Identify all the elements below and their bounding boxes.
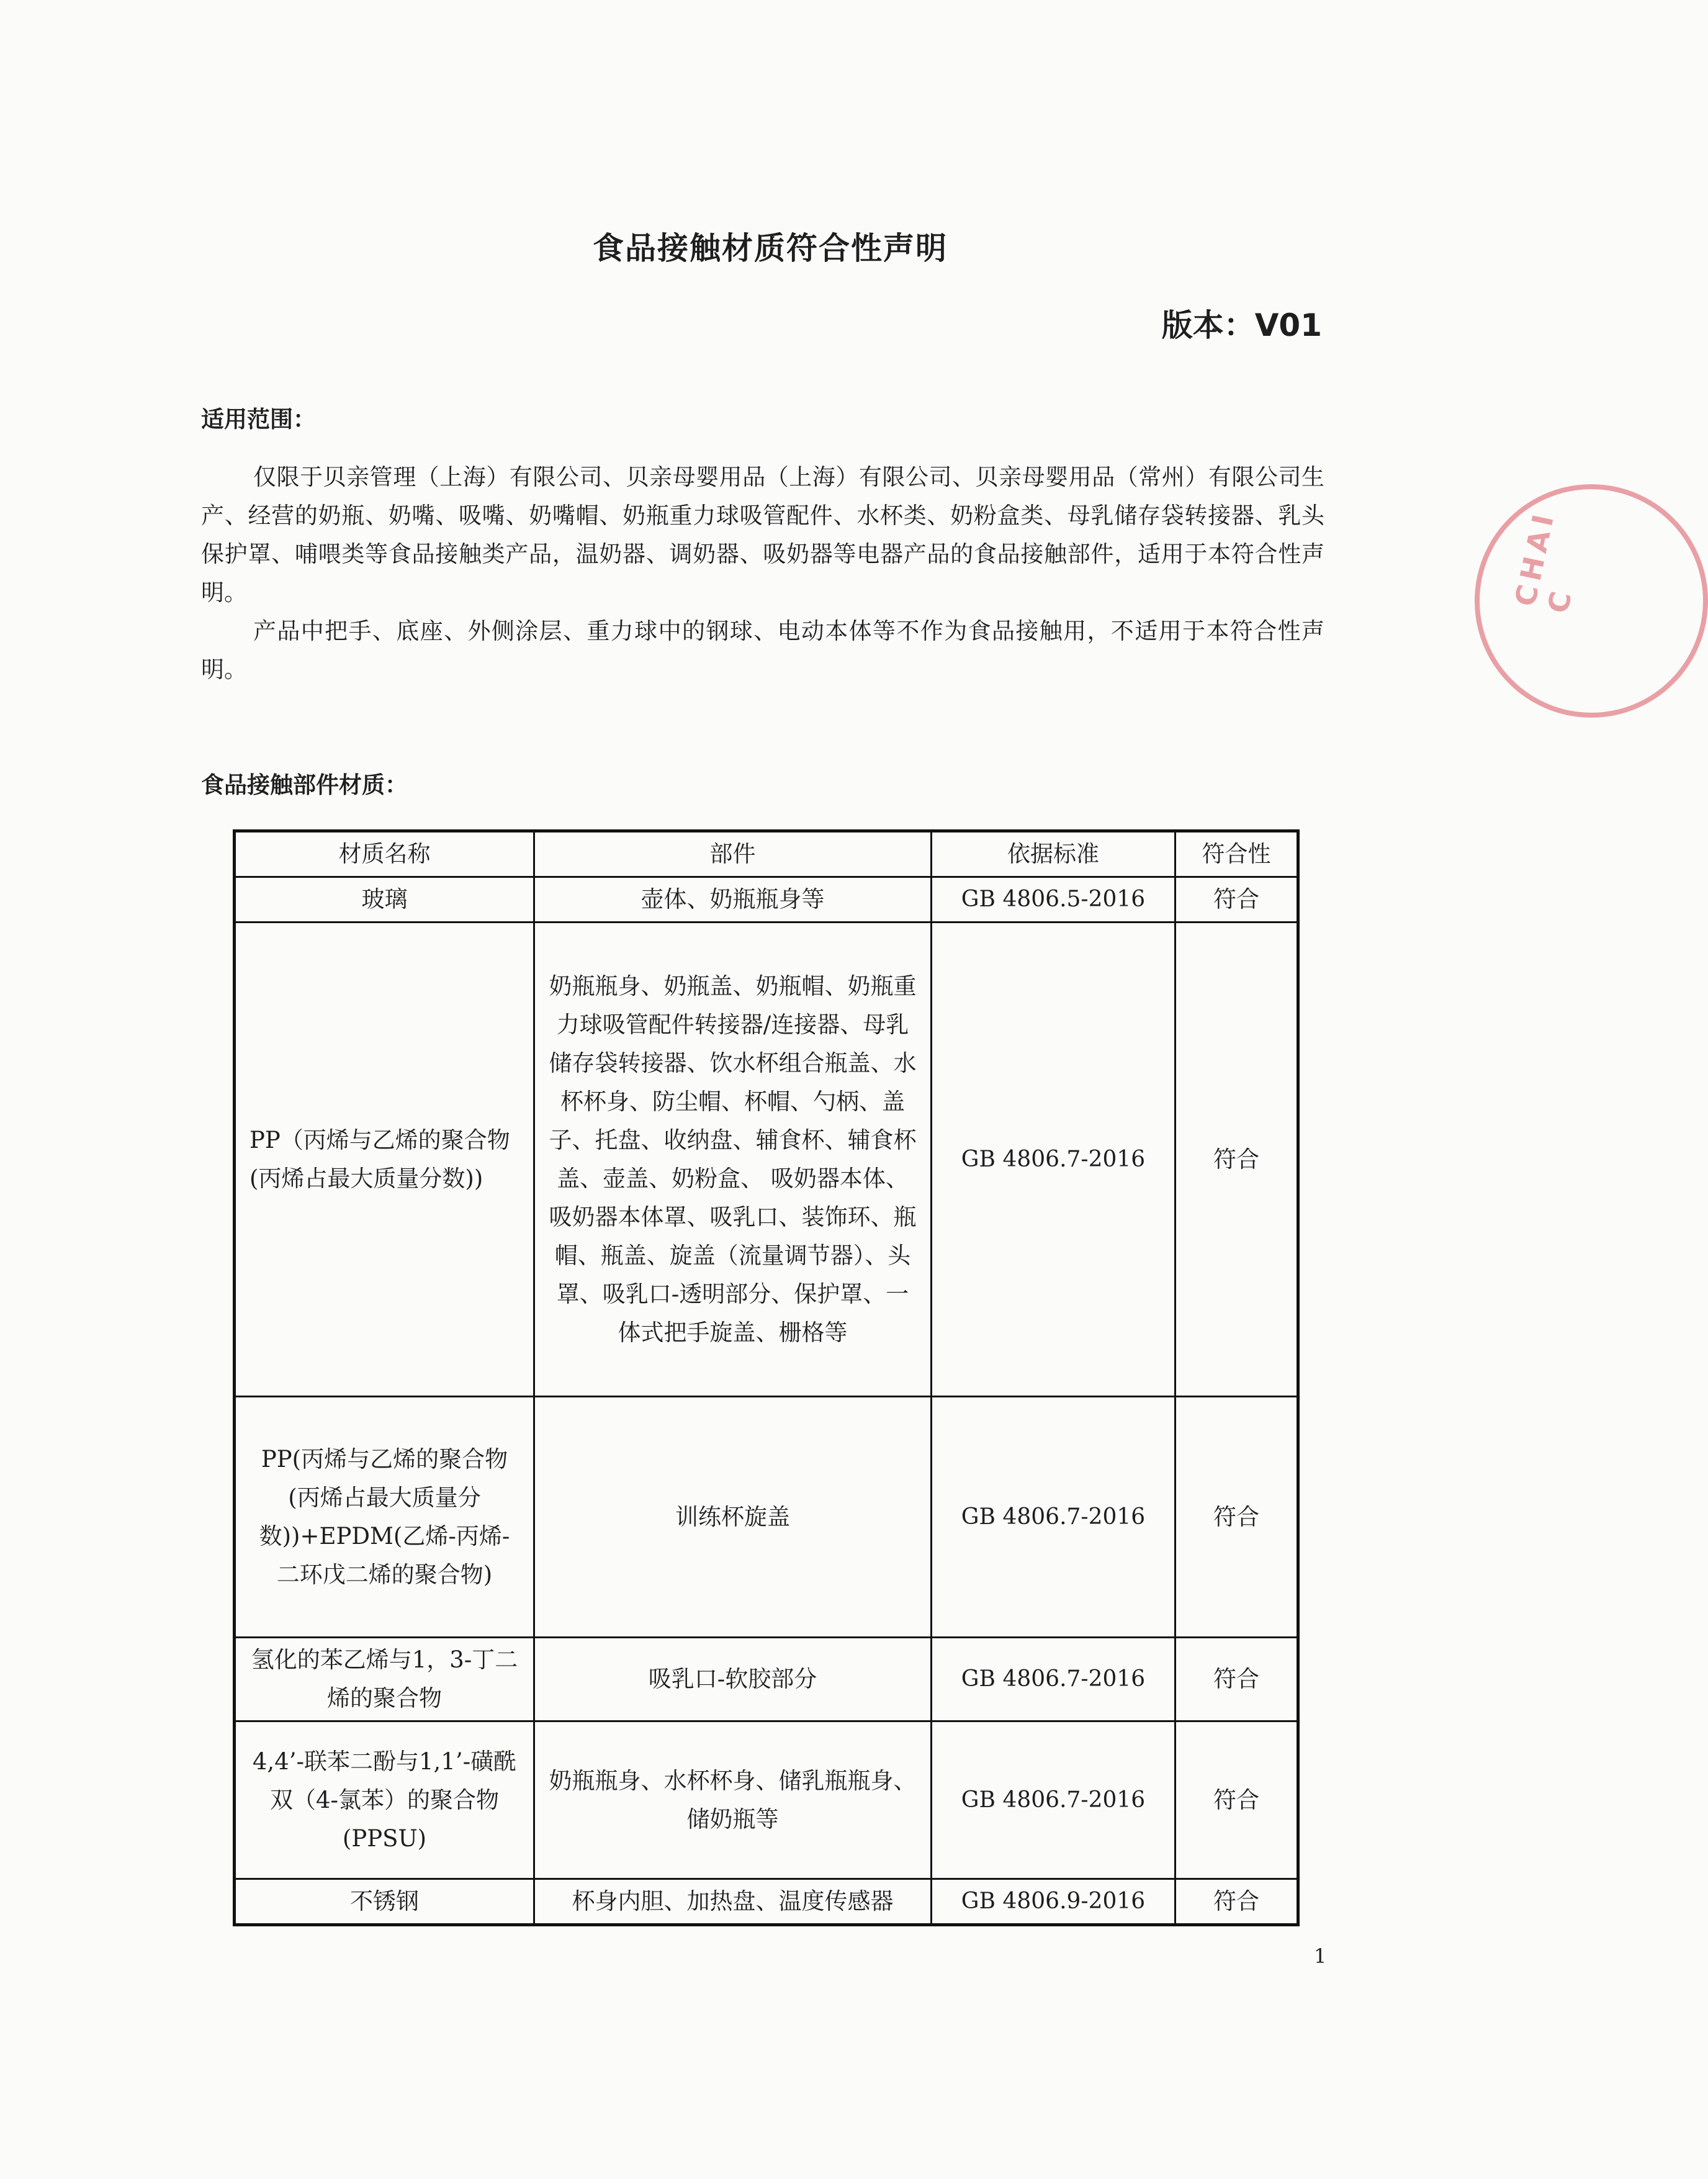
compliance-cell: 符合 [1175,1638,1298,1721]
compliance-cell: 符合 [1175,877,1298,923]
standard-cell: GB 4806.7-2016 [932,1638,1175,1721]
material-cell: 不锈钢 [235,1879,534,1925]
parts-cell: 壶体、奶瓶瓶身等 [534,877,932,923]
parts-cell: 杯身内胆、加热盘、温度传感器 [534,1879,932,1925]
table-header-row [235,831,1298,877]
standard-cell: GB 4806.7-2016 [932,1397,1175,1638]
parts-cell: 奶瓶瓶身、奶瓶盖、奶瓶帽、奶瓶重力球吸管配件转接器/连接器、母乳储存袋转接器、饮水杯组合瓶盖、水杯杯身、防尘帽、杯帽、勺柄、盖子、托盘、收纳盘、辅食杯、辅食杯盖、壶盖、奶粉盒、 吸奶器本体、吸奶器本体罩、吸乳口、装饰环、瓶帽、瓶盖、旋盖（流量调节器）、头罩、吸乳口-透明部分、保护罩、一体式把手旋盖、栅格等 [534,923,932,1397]
material-cell: PP（丙烯与乙烯的聚合物(丙烯占最大质量分数)) [235,923,534,1397]
page-number: 1 [1314,1944,1327,1968]
parts-cell: 训练杯旋盖 [534,1397,932,1638]
table-row [235,877,1298,923]
material-cell: PP(丙烯与乙烯的聚合物(丙烯占最大质量分数))+EPDM(乙烯-丙烯-二环戊二烯的聚合物) [235,1397,534,1638]
standard-cell: GB 4806.9-2016 [932,1879,1175,1925]
material-cell: 4,4’-联苯二酚与1,1’-磺酰双（4-氯苯）的聚合物(PPSU) [235,1721,534,1879]
header-standard: 依据标准 [932,831,1175,877]
parts-cell: 奶瓶瓶身、水杯杯身、储乳瓶瓶身、储奶瓶等 [534,1721,932,1879]
standard-cell: GB 4806.7-2016 [932,1721,1175,1879]
table-row [235,1879,1298,1925]
parts-heading: 食品接触部件材质： [201,772,408,798]
compliance-cell: 符合 [1175,923,1298,1397]
exclusion-paragraph: 产品中把手、底座、外侧涂层、重力球中的钢球、电动本体等不作为食品接触用，不适用于本符合性声明。 [201,618,1324,683]
materials-table [233,829,1300,1926]
parts-cell: 吸乳口-软胶部分 [534,1638,932,1721]
compliance-cell: 符合 [1175,1721,1298,1879]
compliance-cell: 符合 [1175,1879,1298,1925]
table-row [235,1638,1298,1721]
table-row [235,1397,1298,1638]
table-row [235,1721,1298,1879]
compliance-cell: 符合 [1175,1397,1298,1638]
header-compliance: 符合性 [1175,831,1298,877]
scope-paragraph: 仅限于贝亲管理（上海）有限公司、贝亲母婴用品（上海）有限公司、贝亲母婴用品（常州）有限公司生产、经营的奶瓶、奶嘴、吸嘴、奶嘴帽、奶瓶重力球吸管配件、水杯类、奶粉盒类、母乳储存袋转接器、乳头保护罩、哺喂类等食品接触类产品，温奶器、调奶器、吸奶器等电器产品的食品接触部件，适用于本符合性声明。 [201,464,1324,606]
scope-heading: 适用范围： [201,406,316,433]
seal-text: CHAI C [1508,507,1580,616]
header-parts: 部件 [534,831,932,877]
standard-cell: GB 4806.7-2016 [932,923,1175,1397]
version-label: 版本：V01 [1161,307,1322,343]
header-material: 材质名称 [235,831,534,877]
material-cell: 玻璃 [235,877,534,923]
standard-cell: GB 4806.5-2016 [932,877,1175,923]
material-cell: 氢化的苯乙烯与1，3-丁二烯的聚合物 [235,1638,534,1721]
document-title: 食品接触材质符合性声明 [593,230,948,266]
table-row [235,923,1298,1397]
